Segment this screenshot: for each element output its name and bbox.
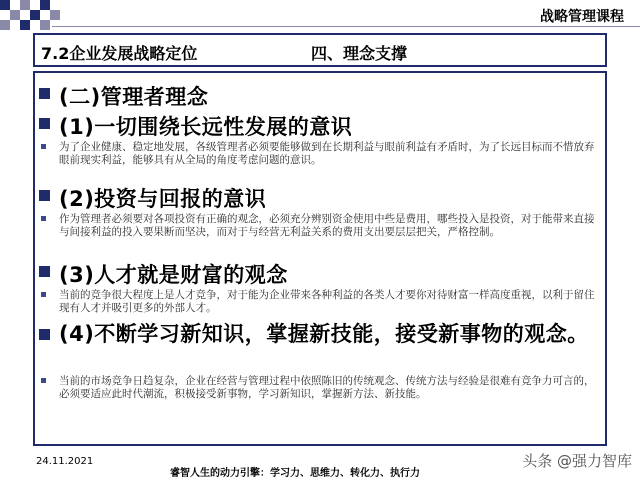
square-bullet-icon — [39, 266, 50, 277]
small-bullet-icon — [41, 144, 46, 149]
item-heading: (3)人才就是财富的观念 — [59, 263, 288, 287]
item-body: 当前的竞争很大程度上是人才竞争，对于能为企业带来各种利益的各类人才要你对待财富一样高度重视，以利于留住现有人才并吸引更多的外部人才。 — [59, 289, 595, 314]
topic-title: 四、理念支撑 — [311, 44, 408, 63]
item-heading: (1)一切围绕长远性发展的意识 — [59, 115, 353, 139]
square-bullet-icon — [39, 118, 50, 129]
course-title: 战略管理课程 — [540, 9, 624, 25]
square-bullet-icon — [39, 190, 50, 201]
slide-header — [33, 33, 607, 67]
slide-date: 24.11.2021 — [36, 456, 94, 467]
small-bullet-icon — [41, 378, 46, 383]
small-bullet-icon — [41, 292, 46, 297]
footer-slogan: 睿智人生的动力引擎：学习力、思维力、转化力、执行力 — [170, 468, 420, 479]
content-title: (二)管理者理念 — [59, 85, 209, 109]
item-heading: (2)投资与回报的意识 — [59, 187, 267, 211]
item-body: 作为管理者必须要对各项投资有正确的观念，必须充分辨别资金使用中些是费用，哪些投入是投资，对于能带来直接与间接利益的投入要果断而坚决，而对于与经营无利益关系的费用支出要层层把关，严格控制。 — [59, 213, 595, 238]
header-divider — [52, 26, 640, 27]
square-bullet-icon — [39, 88, 50, 99]
watermark: 头条 @强力智库 — [522, 452, 632, 470]
checkerboard-decoration — [0, 0, 60, 32]
content-panel — [33, 71, 607, 446]
section-title: 7.2企业发展战略定位 — [41, 44, 198, 63]
item-body: 当前的市场竞争日趋复杂，企业在经营与管理过程中依照陈旧的传统观念、传统方法与经验是很难有竞争力可言的，必须要适应此时代潮流，积极接受新事物，学习新知识，掌握新方法、新技能。 — [59, 375, 595, 400]
item-heading: (4)不断学习新知识，掌握新技能，接受新事物的观念。 — [59, 322, 589, 346]
small-bullet-icon — [41, 216, 46, 221]
square-bullet-icon — [39, 329, 50, 340]
item-body: 为了企业健康、稳定地发展，各级管理者必须要能够做到在长期利益与眼前利益有矛盾时，为了长远目标而不惜放弃眼前现实利益，能够具有从全局的角度考虑问题的意识。 — [59, 141, 595, 166]
